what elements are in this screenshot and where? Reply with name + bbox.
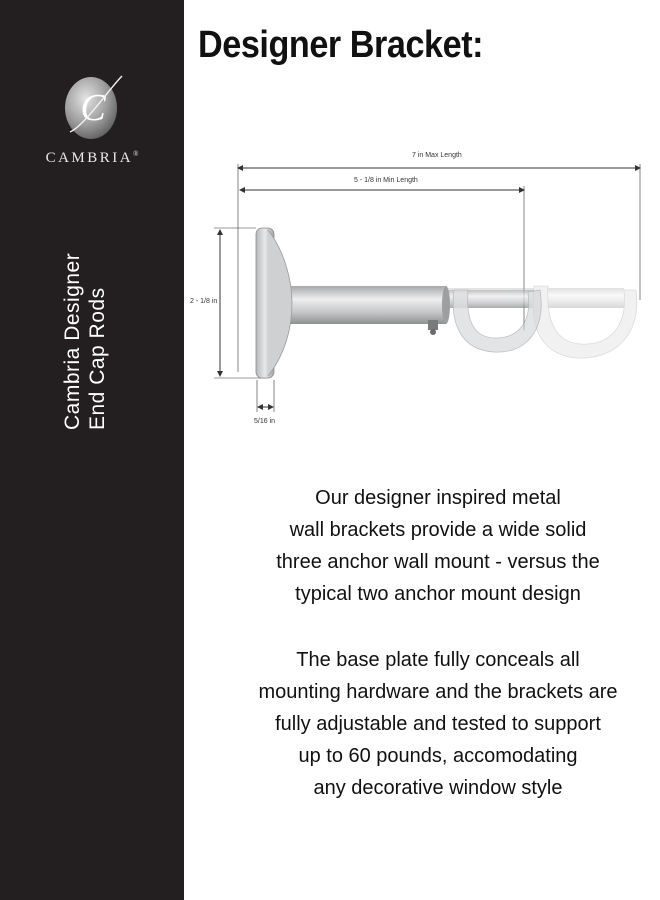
height-label: 2 - 1/8 in	[190, 298, 218, 305]
min-length-label: 5 - 1/8 in Min Length	[354, 177, 418, 184]
sidebar-title-line-2: End Cap Rods	[86, 287, 109, 430]
description-paragraph-2: The base plate fully conceals all mounting hardware and the brackets are fully adjustable and tested to support up to 60 pounds, accomodating any decorative window style	[258, 649, 618, 799]
max-length-label: 7 in Max Length	[412, 152, 462, 159]
logo-letter: C	[80, 87, 106, 129]
thickness-label: 5/16 in	[254, 418, 276, 425]
cambria-logo-icon	[60, 68, 126, 144]
bracket-diagram	[184, 140, 660, 440]
brand-name: CAMBRIA®	[45, 150, 139, 166]
description-paragraph-1: Our designer inspired metal wall brackets provide a wide solid three anchor wall mount - versus the typical two anchor mount design	[276, 487, 600, 605]
sidebar-title-line-1: Cambria Designer	[61, 252, 84, 430]
bracket-arm	[268, 286, 446, 324]
bracket-illustration	[184, 140, 660, 440]
page-title: Designer Bracket:	[198, 24, 484, 66]
brand-sidebar	[0, 0, 184, 900]
sidebar-title	[60, 170, 110, 430]
mid-bracket-ghost	[444, 290, 541, 352]
